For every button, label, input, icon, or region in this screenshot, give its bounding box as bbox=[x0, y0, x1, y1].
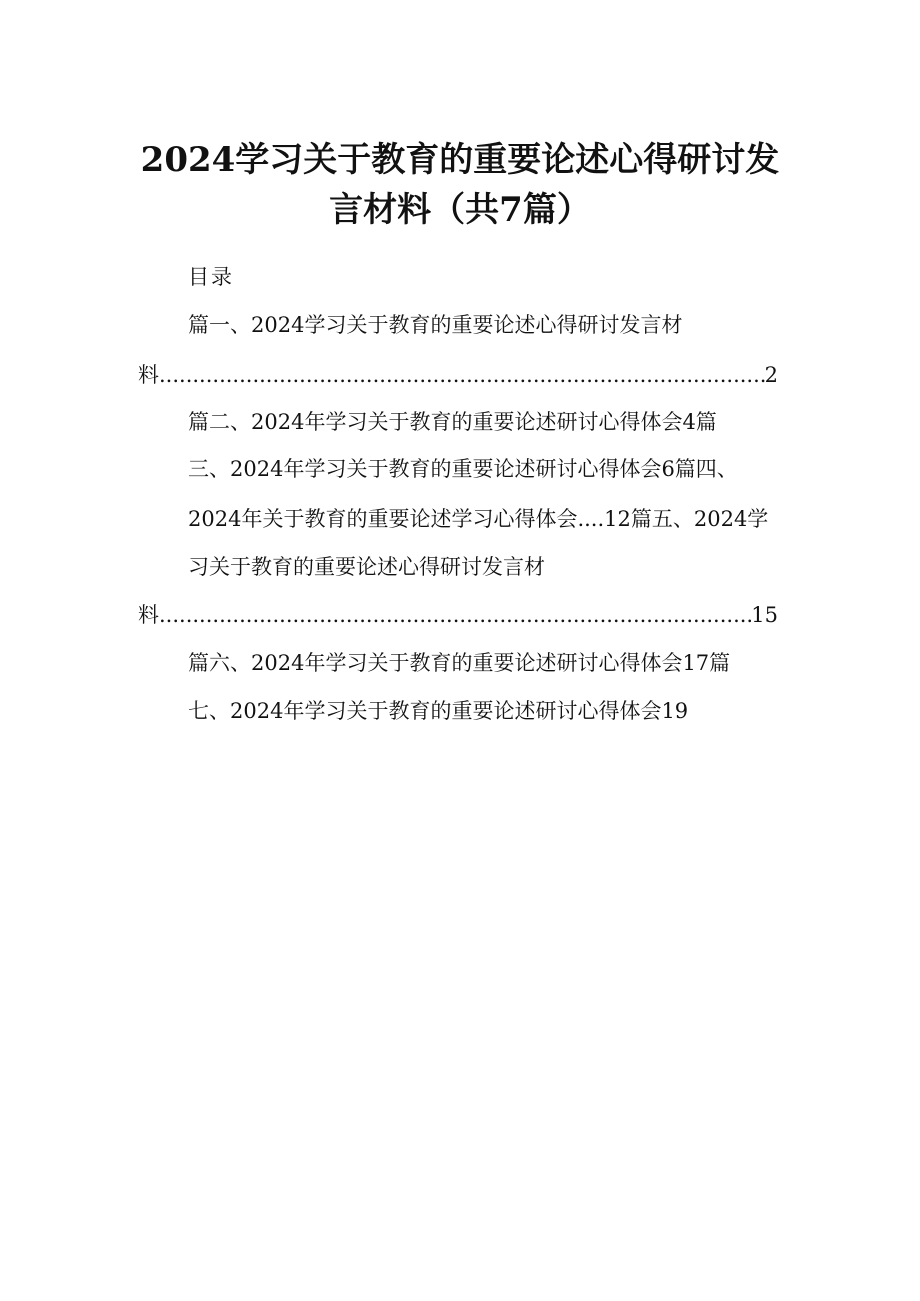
toc-leader-text: 料 bbox=[138, 363, 159, 387]
toc-leader-line-1[interactable] bbox=[138, 360, 778, 390]
toc-page-number: 2 bbox=[764, 363, 778, 387]
toc-leader-text: 料 bbox=[138, 603, 159, 627]
document-title-line-2: 言材料（共7篇） bbox=[329, 190, 591, 230]
toc-line-6[interactable]: 习关于教育的重要论述心得研讨发言材 bbox=[188, 555, 545, 579]
toc-line-8[interactable]: 篇六、2024年学习关于教育的重要论述研讨心得体会17篇 bbox=[188, 651, 731, 675]
toc-line-9[interactable]: 七、2024年学习关于教育的重要论述研讨心得体会19 bbox=[188, 699, 689, 723]
toc-leader-line-2[interactable] bbox=[138, 600, 778, 630]
toc-line-1[interactable]: 篇一、2024学习关于教育的重要论述心得研讨发言材 bbox=[188, 313, 683, 337]
toc-dot-leader bbox=[159, 360, 765, 390]
toc-line-3[interactable]: 篇二、2024年学习关于教育的重要论述研讨心得体会4篇 bbox=[188, 410, 717, 434]
toc-heading: 目录 bbox=[188, 265, 234, 289]
toc-dot-leader bbox=[159, 600, 751, 630]
toc-line-4[interactable]: 三、2024年学习关于教育的重要论述研讨心得体会6篇四、 bbox=[188, 457, 738, 481]
toc-page-number: 15 bbox=[751, 603, 778, 627]
toc-line-5[interactable]: 2024年关于教育的重要论述学习心得体会....12篇五、2024学 bbox=[188, 507, 769, 531]
document-title-line-1: 2024学习关于教育的重要论述心得研讨发 bbox=[140, 140, 780, 180]
